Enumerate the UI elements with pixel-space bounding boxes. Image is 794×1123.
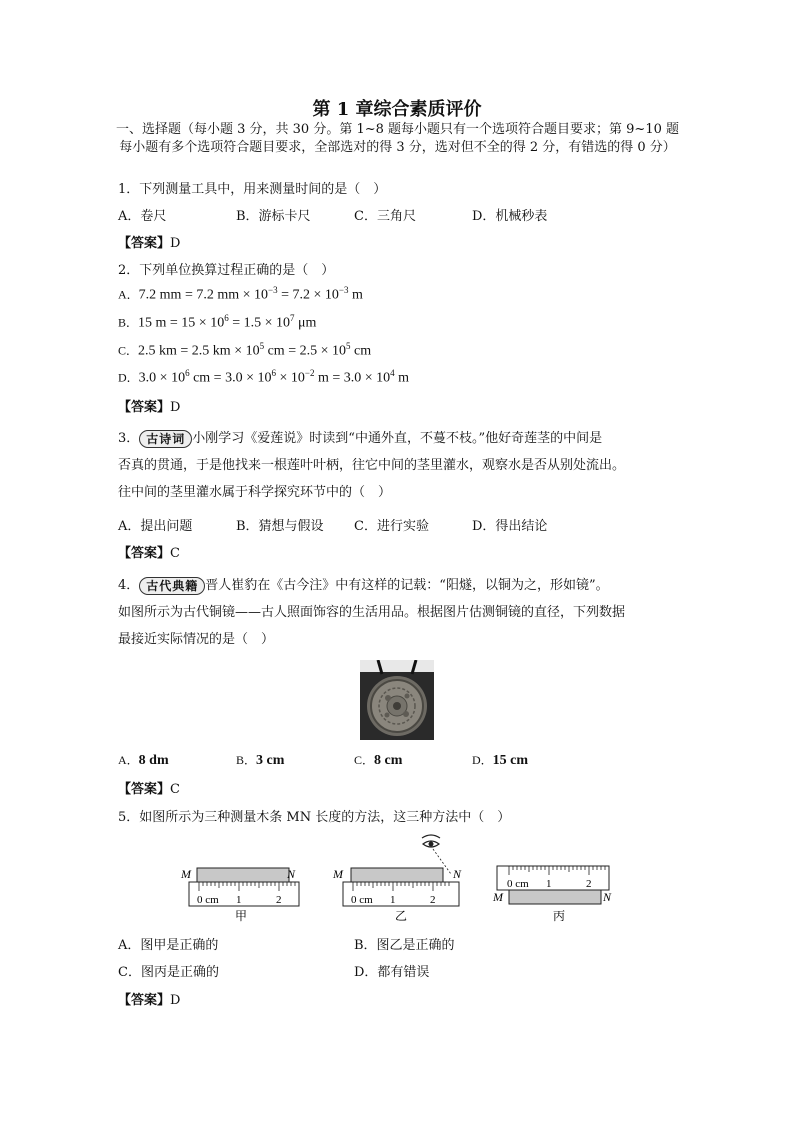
q4-option-a <box>118 751 169 769</box>
exponent: 4 <box>390 368 395 378</box>
q4-answer <box>118 778 180 797</box>
option-text: × 10 <box>275 370 305 386</box>
answer-label: 【答案】 <box>118 993 171 1008</box>
q2-option-d <box>118 368 409 387</box>
tick-label-one: 1 <box>546 878 552 890</box>
label-m: M <box>333 867 343 881</box>
q1-answer <box>118 232 180 251</box>
option-text: cm = 3.0 × 10 <box>189 370 272 386</box>
q2-stem: 2．下列单位换算过程正确的是（ ） <box>118 263 335 278</box>
q5-option-a: A．图甲是正确的 <box>118 938 219 953</box>
option-prefix: D． <box>472 753 493 767</box>
option-prefix: D． <box>118 370 139 385</box>
option-prefix: A． <box>118 287 139 302</box>
tick-label-two: 2 <box>586 878 592 890</box>
label-n: N <box>287 867 296 881</box>
option-text: = 7.2 × 10 <box>277 287 339 303</box>
q2-option-b <box>118 313 316 332</box>
q5-option-b: B．图乙是正确的 <box>354 938 455 953</box>
q3-option-a: A．提出问题 <box>118 519 193 534</box>
q1-option-a: A．卷尺 <box>118 209 167 224</box>
tick-label-zero: 0 cm <box>507 878 529 890</box>
q3-stem <box>118 425 678 506</box>
tick-label-zero: 0 cm <box>351 894 373 906</box>
exponent: 5 <box>346 341 351 351</box>
q3-line-1 <box>118 425 678 452</box>
section-instructions: 一、选择题（每小题 3 分，共 30 分。第 1~8 题每小题只有一个选项符合题目要求；第 9~10 题每小题有多个选项符合题目要求，全部选对的得 3 分，选对但不全的得 2 分，有错选的得 0 分） <box>115 122 679 155</box>
question-number: 3． <box>118 431 140 446</box>
exponent: −2 <box>304 368 315 378</box>
q4-line-1 <box>118 572 678 599</box>
answer-label: 【答案】 <box>118 782 171 797</box>
q3-option-c: C．进行实验 <box>354 519 429 534</box>
answer-label: 【答案】 <box>118 400 171 415</box>
answer-value: D <box>170 993 181 1008</box>
q1-option-b: B．游标卡尺 <box>236 209 311 224</box>
q5-answer <box>118 989 180 1008</box>
q3-line-3: 往中间的茎里灌水属于科学探究环节中的（ ） <box>118 485 392 500</box>
option-text: 3.0 × 10 <box>138 370 186 386</box>
exponent: 6 <box>224 313 229 323</box>
answer-label: 【答案】 <box>118 236 171 251</box>
q1-option-c: C．三角尺 <box>354 209 416 224</box>
option-text: 7.2 mm = 7.2 mm × 10 <box>138 287 269 303</box>
q5-option-c: C．图丙是正确的 <box>118 965 219 980</box>
option-value: 15 cm <box>492 753 529 768</box>
option-value: 8 cm <box>374 753 403 768</box>
q4-line-3: 最接近实际情况的是（ ） <box>118 632 275 647</box>
q1-stem: 1．下列测量工具中，用来测量时间的是（ ） <box>118 182 387 197</box>
q4-badge: 古代典籍 <box>139 577 205 595</box>
option-text: cm <box>350 343 372 359</box>
q1-option-d: D．机械秒表 <box>472 209 548 224</box>
figure-yi <box>332 835 462 923</box>
q3-option-b: B．猜想与假设 <box>236 519 324 534</box>
label-m: M <box>493 890 503 904</box>
option-prefix: B． <box>236 753 257 767</box>
q3-line-2: 否真的贯通，于是他找来一根莲叶叶柄，往它中间的茎里灌水，观察水是否从别处流出。 <box>118 458 626 473</box>
option-prefix: B． <box>118 315 139 330</box>
exponent: −3 <box>268 285 278 295</box>
option-value: 8 dm <box>138 753 169 768</box>
page-title: 第 1 章综合素质评价 <box>312 99 482 120</box>
question-number: 4． <box>118 578 140 593</box>
q5-stem: 5．如图所示为三种测量木条 MN 长度的方法，这三种方法中（ ） <box>118 810 511 825</box>
answer-value: C <box>170 782 180 797</box>
exponent: 6 <box>271 368 276 378</box>
option-text: = 1.5 × 10 <box>228 315 290 331</box>
option-value: 3 cm <box>256 753 285 768</box>
q3-text: 小刚学习《爱莲说》时读到“中通外直，不蔓不枝。”他好奇莲茎的中间是 <box>192 431 603 446</box>
tick-label-two: 2 <box>276 894 282 906</box>
q4-line-2: 如图所示为古代铜镜——古人照面饰容的生活用品。根据图片估测铜镜的直径，下列数据 <box>118 605 626 620</box>
exponent: 5 <box>259 341 265 351</box>
tick-label-zero: 0 cm <box>197 894 219 906</box>
q3-answer <box>118 542 180 561</box>
tick-label-one: 1 <box>236 894 242 906</box>
label-n: N <box>603 890 612 904</box>
q2-option-c <box>118 341 371 360</box>
option-text: 2.5 km = 2.5 km × 10 <box>138 343 260 359</box>
q5-ruler-figure <box>175 830 625 925</box>
option-text: m = 3.0 × 10 <box>314 370 391 386</box>
answer-value: D <box>170 236 181 251</box>
option-prefix: A． <box>118 753 139 767</box>
option-text: μm <box>294 315 317 331</box>
q2-answer <box>118 396 180 415</box>
q2-option-a <box>118 285 363 304</box>
figure-jia <box>180 867 299 923</box>
caption-bing: 丙 <box>553 909 566 923</box>
q4-option-c <box>354 751 402 769</box>
option-prefix: C． <box>354 753 375 767</box>
label-m: M <box>181 867 191 881</box>
option-text: 15 m = 15 × 10 <box>138 315 225 331</box>
tick-label-two: 2 <box>430 894 436 906</box>
exponent: 7 <box>290 313 295 323</box>
q3-badge: 古诗词 <box>139 430 192 448</box>
tick-label-one: 1 <box>390 894 396 906</box>
option-text: m <box>348 287 363 303</box>
answer-value: D <box>170 400 181 415</box>
option-prefix: C． <box>118 343 139 358</box>
q4-option-b <box>236 751 284 769</box>
bronze-mirror-image <box>360 660 434 740</box>
figure-bing <box>492 866 612 923</box>
exponent: −3 <box>338 285 349 295</box>
answer-label: 【答案】 <box>118 546 171 561</box>
q4-option-d <box>472 751 528 769</box>
caption-jia: 甲 <box>235 909 248 923</box>
exponent: 6 <box>185 368 190 378</box>
caption-yi: 乙 <box>395 909 408 923</box>
option-text: cm = 2.5 × 10 <box>264 343 346 359</box>
q4-stem <box>118 572 678 653</box>
q3-option-d: D．得出结论 <box>472 519 548 534</box>
q5-option-d: D．都有错误 <box>354 965 430 980</box>
label-n: N <box>453 867 462 881</box>
q4-text: 晋人崔豹在《古今注》中有这样的记载：“阳燧，以铜为之，形如镜”。 <box>205 578 609 593</box>
option-text: m <box>394 370 410 386</box>
answer-value: C <box>170 546 180 561</box>
